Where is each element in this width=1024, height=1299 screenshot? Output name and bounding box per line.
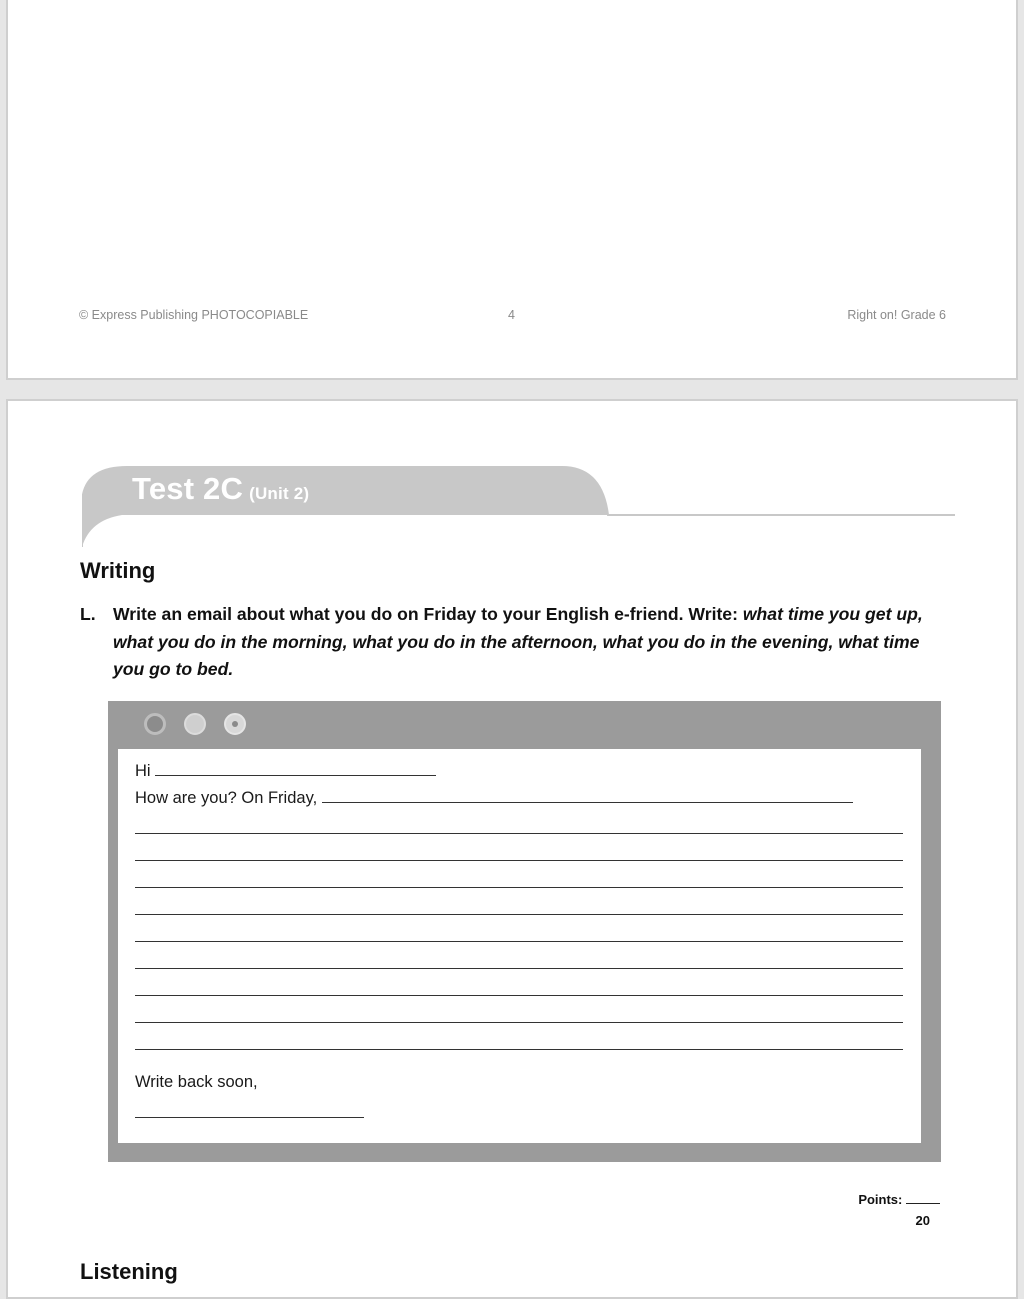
points-blank[interactable]	[906, 1191, 940, 1204]
task-prompts: what time you get up, what you do in the morning, what you do in the afternoon, what you do in the evening, what time you go to bed.	[113, 604, 923, 679]
test-title	[132, 471, 309, 507]
window-close-icon	[144, 713, 166, 735]
writing-line[interactable]	[135, 968, 903, 969]
points-label: Points:	[858, 1192, 903, 1207]
writing-line[interactable]	[135, 995, 903, 996]
email-window	[108, 701, 941, 1162]
opening-blank[interactable]	[322, 788, 853, 803]
window-maximize-icon	[224, 713, 246, 735]
signature-line[interactable]	[135, 1117, 364, 1118]
writing-line[interactable]	[135, 887, 903, 888]
previous-page	[6, 0, 1018, 380]
writing-line[interactable]	[135, 1049, 903, 1050]
task-letter: L.	[80, 604, 96, 624]
current-page	[6, 399, 1018, 1299]
email-closing: Write back soon,	[135, 1073, 258, 1091]
writing-line[interactable]	[135, 833, 903, 834]
footer-copyright: © Express Publishing PHOTOCOPIABLE	[79, 308, 309, 322]
writing-line[interactable]	[135, 860, 903, 861]
test-unit-label: (Unit 2)	[249, 484, 310, 503]
greeting-blank[interactable]	[155, 761, 436, 776]
writing-line[interactable]	[135, 1022, 903, 1023]
email-greeting-line	[135, 761, 436, 781]
email-opening: How are you? On Friday,	[135, 789, 318, 807]
footer-page-number: 4	[508, 308, 515, 322]
listening-heading: Listening	[80, 1259, 178, 1284]
test-header-banner	[82, 465, 962, 555]
email-opening-line	[135, 788, 853, 808]
email-body	[118, 749, 921, 1143]
writing-line[interactable]	[135, 914, 903, 915]
writing-line[interactable]	[135, 941, 903, 942]
window-minimize-icon	[184, 713, 206, 735]
task-body	[113, 601, 955, 684]
task-instruction: Write an email about what you do on Friday to your English e-friend. Write:	[113, 604, 738, 624]
points-total: 20	[915, 1213, 930, 1228]
footer-book-title: Right on! Grade 6	[847, 308, 946, 322]
points-box	[858, 1191, 940, 1228]
writing-task	[80, 601, 955, 684]
email-greeting: Hi	[135, 762, 151, 780]
test-title-text: Test 2C	[132, 471, 244, 506]
writing-heading: Writing	[80, 558, 156, 583]
